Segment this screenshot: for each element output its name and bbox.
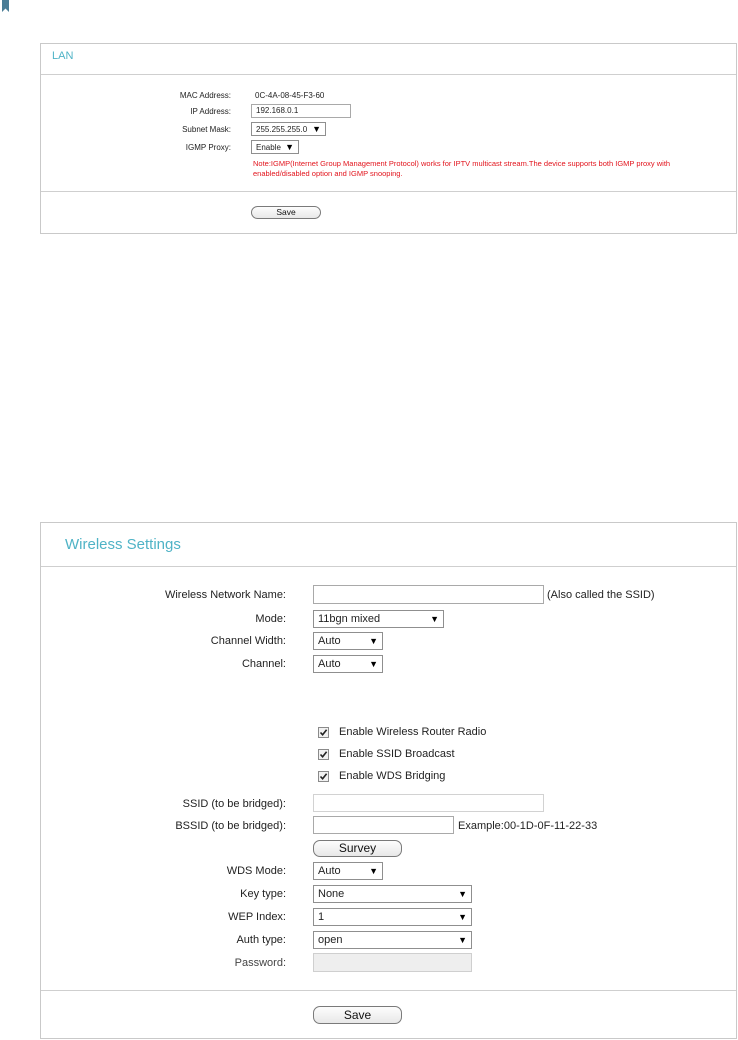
bookmark-icon: [2, 0, 9, 12]
wds-mode-select[interactable]: [313, 862, 383, 880]
checkmark-icon: [318, 771, 329, 782]
mac-address-label: MAC Address:: [179, 91, 231, 100]
igmp-proxy-label: IGMP Proxy:: [185, 143, 231, 152]
enable-wireless-radio-checkbox[interactable]: [318, 726, 486, 738]
wds-mode-label: WDS Mode:: [226, 865, 286, 877]
subnet-mask-value: 255.255.255.0: [256, 124, 308, 134]
survey-button[interactable]: Survey: [313, 840, 402, 857]
bssid-example: Example:00-1D-0F-11-22-33: [458, 820, 598, 832]
wep-index-value: 1: [318, 911, 325, 923]
password-input[interactable]: [313, 953, 472, 972]
chevron-down-icon: ▼: [458, 912, 467, 922]
bssid-bridged-label: BSSID (to be bridged):: [175, 820, 286, 832]
lan-footer-divider: [41, 191, 736, 192]
ip-address-label: IP Address:: [190, 107, 231, 116]
wireless-save-button[interactable]: Save: [313, 1006, 402, 1024]
wep-index-select[interactable]: [313, 908, 472, 926]
checkmark-icon: [318, 749, 329, 760]
chevron-down-icon: ▼: [285, 142, 294, 152]
channel-width-value: Auto: [318, 635, 341, 647]
enable-ssid-broadcast-checkbox[interactable]: [318, 748, 455, 760]
mode-label: Mode:: [255, 613, 286, 625]
chevron-down-icon: ▼: [430, 614, 439, 624]
checkmark-icon: [318, 727, 329, 738]
chevron-down-icon: ▼: [458, 935, 467, 945]
chevron-down-icon: ▼: [312, 124, 321, 134]
channel-width-select[interactable]: [313, 632, 383, 650]
wireless-footer-divider: [41, 990, 736, 991]
chevron-down-icon: ▼: [369, 636, 378, 646]
chevron-down-icon: ▼: [369, 659, 378, 669]
wireless-network-name-label: Wireless Network Name:: [164, 589, 286, 601]
channel-label: Channel:: [241, 658, 286, 670]
enable-wds-bridging-checkbox[interactable]: [318, 770, 445, 782]
password-label: Password:: [234, 957, 286, 969]
key-type-label: Key type:: [240, 888, 286, 900]
wep-index-label: WEP Index:: [228, 911, 286, 923]
chevron-down-icon: ▼: [458, 889, 467, 899]
ssid-bridged-label: SSID (to be bridged):: [182, 798, 286, 810]
subnet-mask-label: Subnet Mask:: [182, 125, 231, 134]
wireless-panel: [40, 522, 737, 1039]
igmp-proxy-value: Enable: [256, 142, 281, 152]
enable-wds-bridging-label: Enable WDS Bridging: [339, 770, 446, 782]
lan-save-button[interactable]: Save: [251, 206, 321, 219]
key-type-select[interactable]: [313, 885, 472, 903]
key-type-value: None: [318, 888, 345, 900]
enable-ssid-broadcast-label: Enable SSID Broadcast: [339, 748, 455, 760]
channel-width-label: Channel Width:: [210, 635, 286, 647]
wireless-panel-title: Wireless Settings: [65, 536, 181, 553]
wireless-title-divider: [41, 566, 736, 567]
mode-value: 11bgn mixed: [318, 613, 381, 625]
wds-mode-value: Auto: [318, 865, 341, 877]
igmp-note: Note:IGMP(Internet Group Management Protocol) works for IPTV multicast stream.The device supports both IGMP proxy with enabled/disabled option and IGMP snooping.: [253, 159, 671, 178]
auth-type-select[interactable]: [313, 931, 472, 949]
chevron-down-icon: ▼: [369, 866, 378, 876]
channel-select[interactable]: [313, 655, 383, 673]
auth-type-value: open: [318, 934, 343, 946]
bssid-bridged-input[interactable]: [313, 816, 454, 834]
ssid-bridged-input[interactable]: [313, 794, 544, 812]
igmp-proxy-select[interactable]: [251, 140, 299, 154]
lan-title-divider: [41, 74, 736, 75]
channel-value: Auto: [318, 658, 341, 670]
mode-select[interactable]: [313, 610, 444, 628]
ip-address-input[interactable]: 192.168.0.1: [251, 104, 351, 118]
lan-panel-title: LAN: [52, 50, 74, 62]
ssid-hint: (Also called the SSID): [547, 589, 655, 601]
enable-wireless-radio-label: Enable Wireless Router Radio: [339, 726, 487, 738]
subnet-mask-select[interactable]: [251, 122, 326, 136]
lan-panel: [40, 43, 737, 234]
wireless-network-name-input[interactable]: [313, 585, 544, 604]
mac-address-value: 0C-4A-08-45-F3-60: [255, 91, 325, 100]
auth-type-label: Auth type:: [236, 934, 286, 946]
